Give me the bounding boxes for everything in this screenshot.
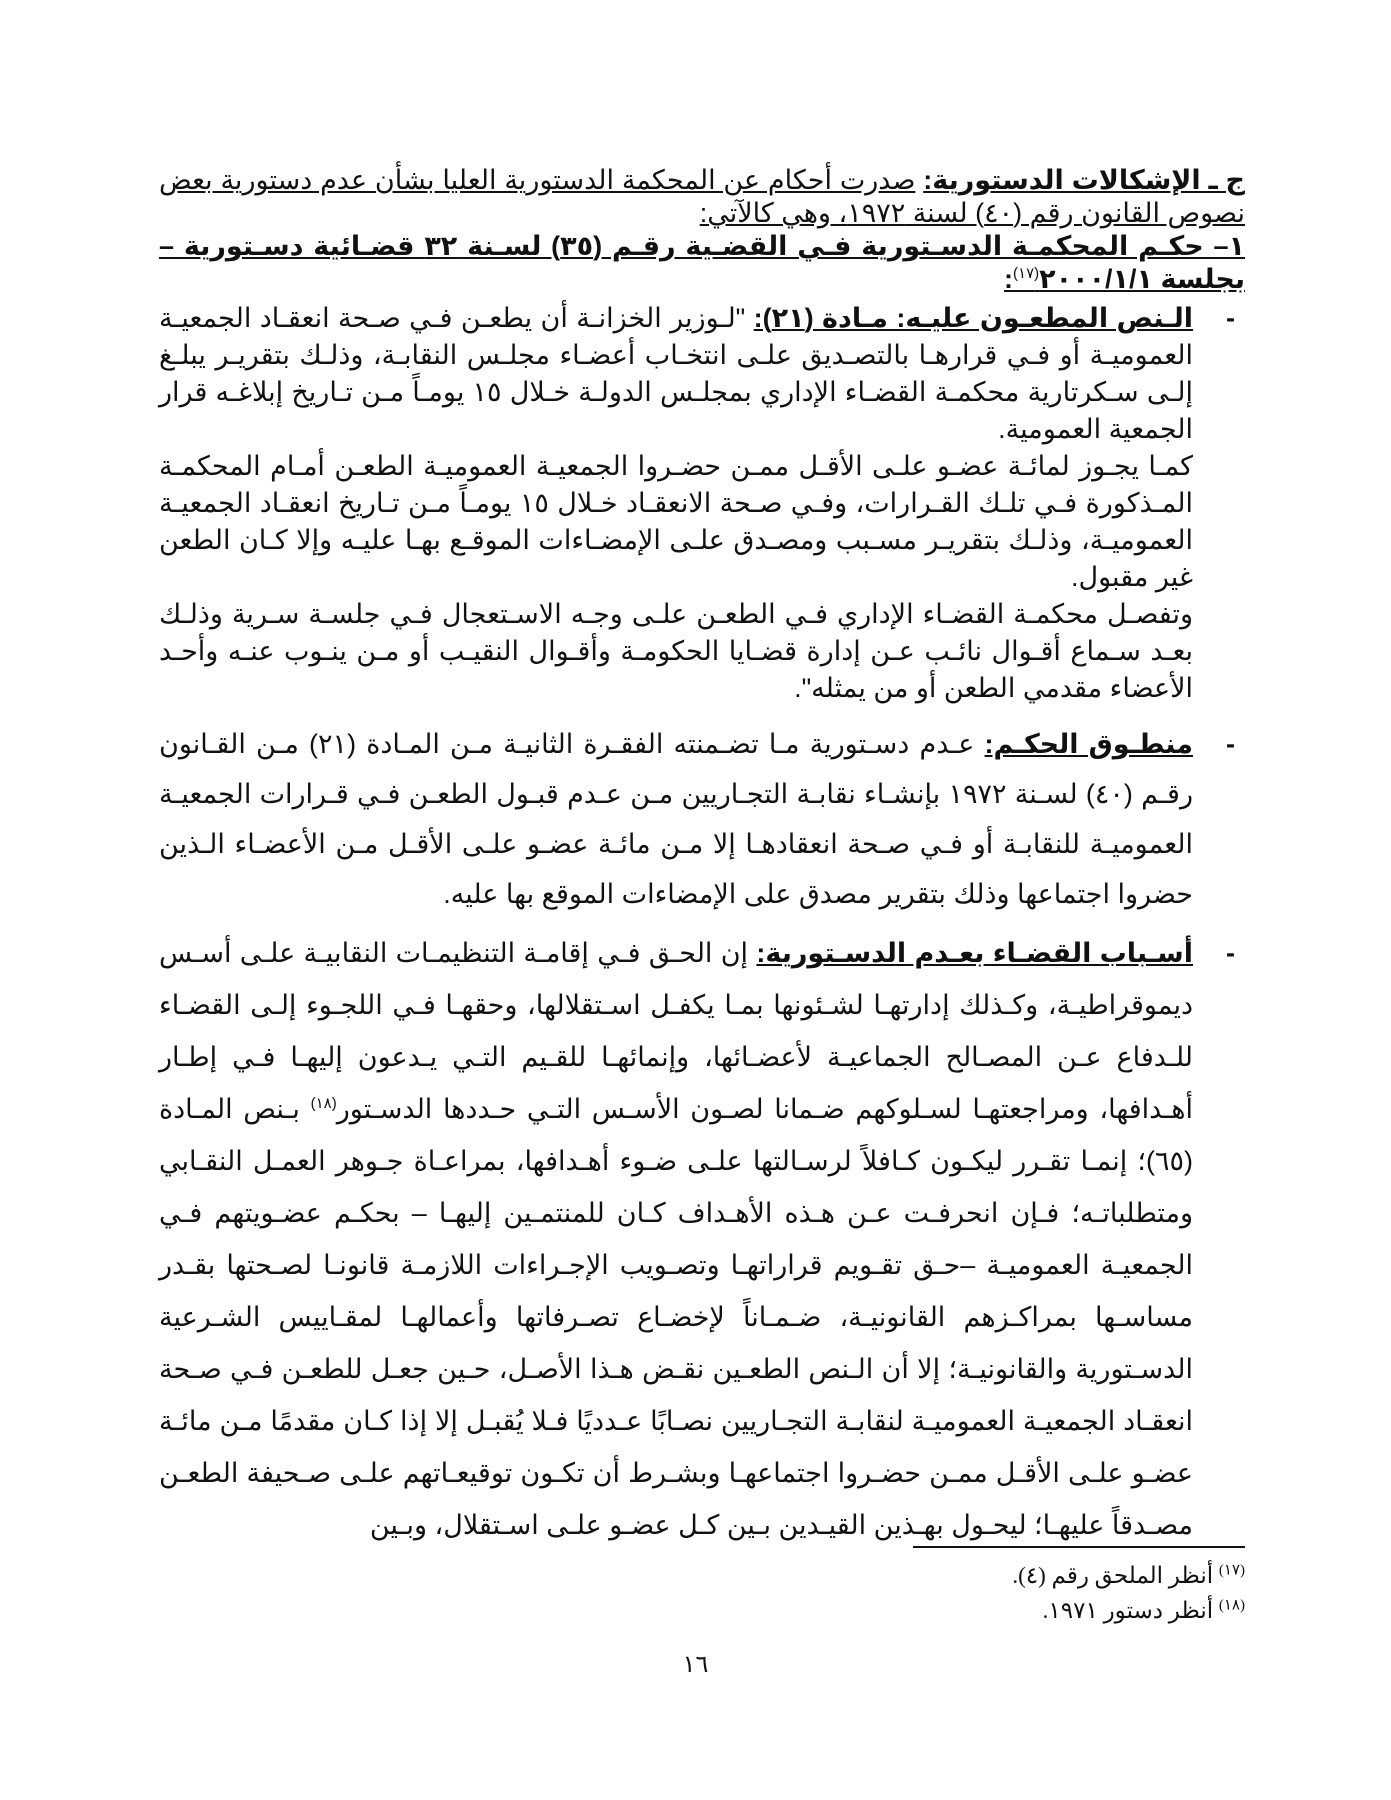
bullet-ruling-reasons [159,927,1245,1551]
bullet-dash: - [1226,303,1235,333]
bullet-text: عـدم دسـتورية مـا تضـمنته الفقـرة الثانيـة مـن المـادة (٢١) مـن القـانون رقـم (٤٠) لسـنة ١٩٧٢ بإنشـاء نقابـة التجـاريين مـن عـدم قبـول الطعـن فـي قـرارات الجمعيـة العموميـة للنقابـة أو فـي صـحة انعقادهـا إلا مـن مائـة عضـو علـى الأقـل مـن الأعضـاء الـذين حضروا اجتماعها وذلك بتقرير مصدق على الإمضاءات الموقع بها عليه. [159,729,1193,909]
footnotes [545,1558,1245,1628]
bullet-dash: - [1226,729,1235,759]
footnote-17 [545,1558,1245,1593]
bullet-text: "لـوزير الخزانـة أن يطعـن فـي صـحة انعقـاد الجمعيـة العموميـة أو فـي قرارهـا بالتصـديق علـى انتخـاب أعضـاء مجلـس النقابـة، وذلـك بتقريـر يبلـغ إلـى سـكرتارية محكمـة القضـاء الإداري بمجلـس الدولـة خـلال ١٥ يومـاً مـن تـاريخ إبلاغـه قرار الجمعية العمومية. [159,303,1194,444]
bullet-label: منطـوق الحكـم: [984,729,1193,759]
footnote-18 [545,1593,1245,1628]
ruling-title-colon: : [1004,264,1014,294]
bullet-paragraph: كمـا يجـوز لمائـة عضـو علـى الأقـل ممـن حضـروا الجمعيـة العموميـة الطعـن أمـام المحكمـة المـذكورة فـي تلـك القـرارات، وفـي صـحة الانعقـاد خـلال ١٥ يومـاً مـن تـاريخ انعقـاد الجمعيـة العموميـة، وذلـك بتقريـر مسـبب ومصـدق علـى الإمضـاءات الموقـع بهـا عليـه وإلا كـان الطعن غير مقبول. [159,451,1193,592]
footnote-number: (١٨) [1218,1597,1245,1614]
bullet-contested-text [159,300,1245,707]
ruling-title [159,230,1245,296]
bullet-paragraph: وتفصـل محكمـة القضـاء الإداري فـي الطعـن علـى وجـه الاسـتعجال فـي جلسـة سـرية وذلـك بعـد سـماع أقـوال نائـب عـن إدارة قضـايا الحكومـة وأقـوال النقيـب أو مـن ينـوب عنـه وأحـد الأعضاء مقدمي الطعن أو من يمثله". [159,599,1193,703]
ruling-title-text: ١– حكـم المحكمـة الدسـتورية فـي القضـية رقـم (٣٥) لسـنة ٣٢ قضـائية دسـتورية – بجلسة ٢٠٠٠/١/١ [159,231,1245,294]
bullet-label: أسـباب القضـاء بعـدم الدسـتورية: [756,938,1193,968]
footnote-separator [913,1546,1245,1548]
page-number: ١٦ [682,1652,709,1678]
bullet-text-continued: بـنص المـادة (٦٥)؛ إنمـا تقـرر ليكـون كـافلاً لرسـالتها علـى ضـوء أهـدافها، بمراعـاة جـوهر العمـل النقـابي ومتطلباتـه؛ فـإن انحرفـت عـن هـذه الأهـداف كـان للمنتمـين إليهـا – بحكـم عضـويتهم فـي الجمعيـة العموميـة –حـق تقـويم قراراتهـا وتصـويب الإجـراءات اللازمـة قانونـا لصـحتها بقـدر مساسـها بمراكـزهم القانونيـة، ضـمـاناً لإخضـاع تصـرفاتها وأعمالهـا لمقـاييس الشـرعية الدسـتورية والقانونيـة؛ إلا أن الـنص الطعـين نقـض هـذا الأصـل، حـين جعـل للطعـن فـي صـحة انعقـاد الجمعيـة العموميـة لنقابـة التجـاريين نصـابًا عـدديًا فـلا يُقبـل إلا إذا كـان مقدمًا مـن مائـة عضـو علـى الأقـل ممـن حضـروا اجتماعهـا وبشـرط أن تكـون توقيعـاتهم علـى صـحيفة الطعـن مصـدقاً عليهـا؛ ليحـول بهـذين القيـدين بـين كـل عضـو علـى اسـتقلال، وبـين [159,1094,1193,1540]
section-heading [159,164,1245,230]
bullet-text: إن الحـق فـي إقامـة التنظيمـات النقابيـة علـى أسـس ديموقراطيـة، وكـذلك إدارتهـا لشـئونها بمـا يكفـل اسـتقلالها، وحقهـا فـي اللجـوء إلـى القضـاء للـدفاع عـن المصـالح الجماعيـة لأعضـائها، وإنمائهـا للقـيم التـي يـدعون إليهـا فـي إطـار أهـدافها، ومراجعتهـا لسـلوكهم ضـمانا لصـون الأسـس التـي حـددها الدسـتور [159,938,1193,1124]
footnote-number: (١٧) [1218,1562,1245,1579]
footnote-text: أنظر الملحق رقم (٤). [1012,1563,1214,1588]
bullet-label: الـنص المطعـون عليـه: مـادة (٢١): [753,303,1193,333]
bullet-ruling-operative [159,719,1245,919]
body-text [159,164,1245,1551]
bullet-dash: - [1226,938,1235,968]
section-heading-lead: ج ـ الإشكالات الدستورية: [923,165,1245,195]
bullet-paragraph [159,300,1193,448]
footnote-ref-18: (١٨) [310,1095,337,1112]
section-heading-text: صدرت أحكام عن المحكمة الدستورية العليا بشأن عدم دستورية بعض نصوص القانون رقم (٤٠) لسنة ١٩٧٢، وهي كالآتي: [159,165,1245,228]
footnote-ref-17: (١٧) [1013,265,1040,282]
footnote-text: أنظر دستور ١٩٧١. [1042,1598,1214,1623]
